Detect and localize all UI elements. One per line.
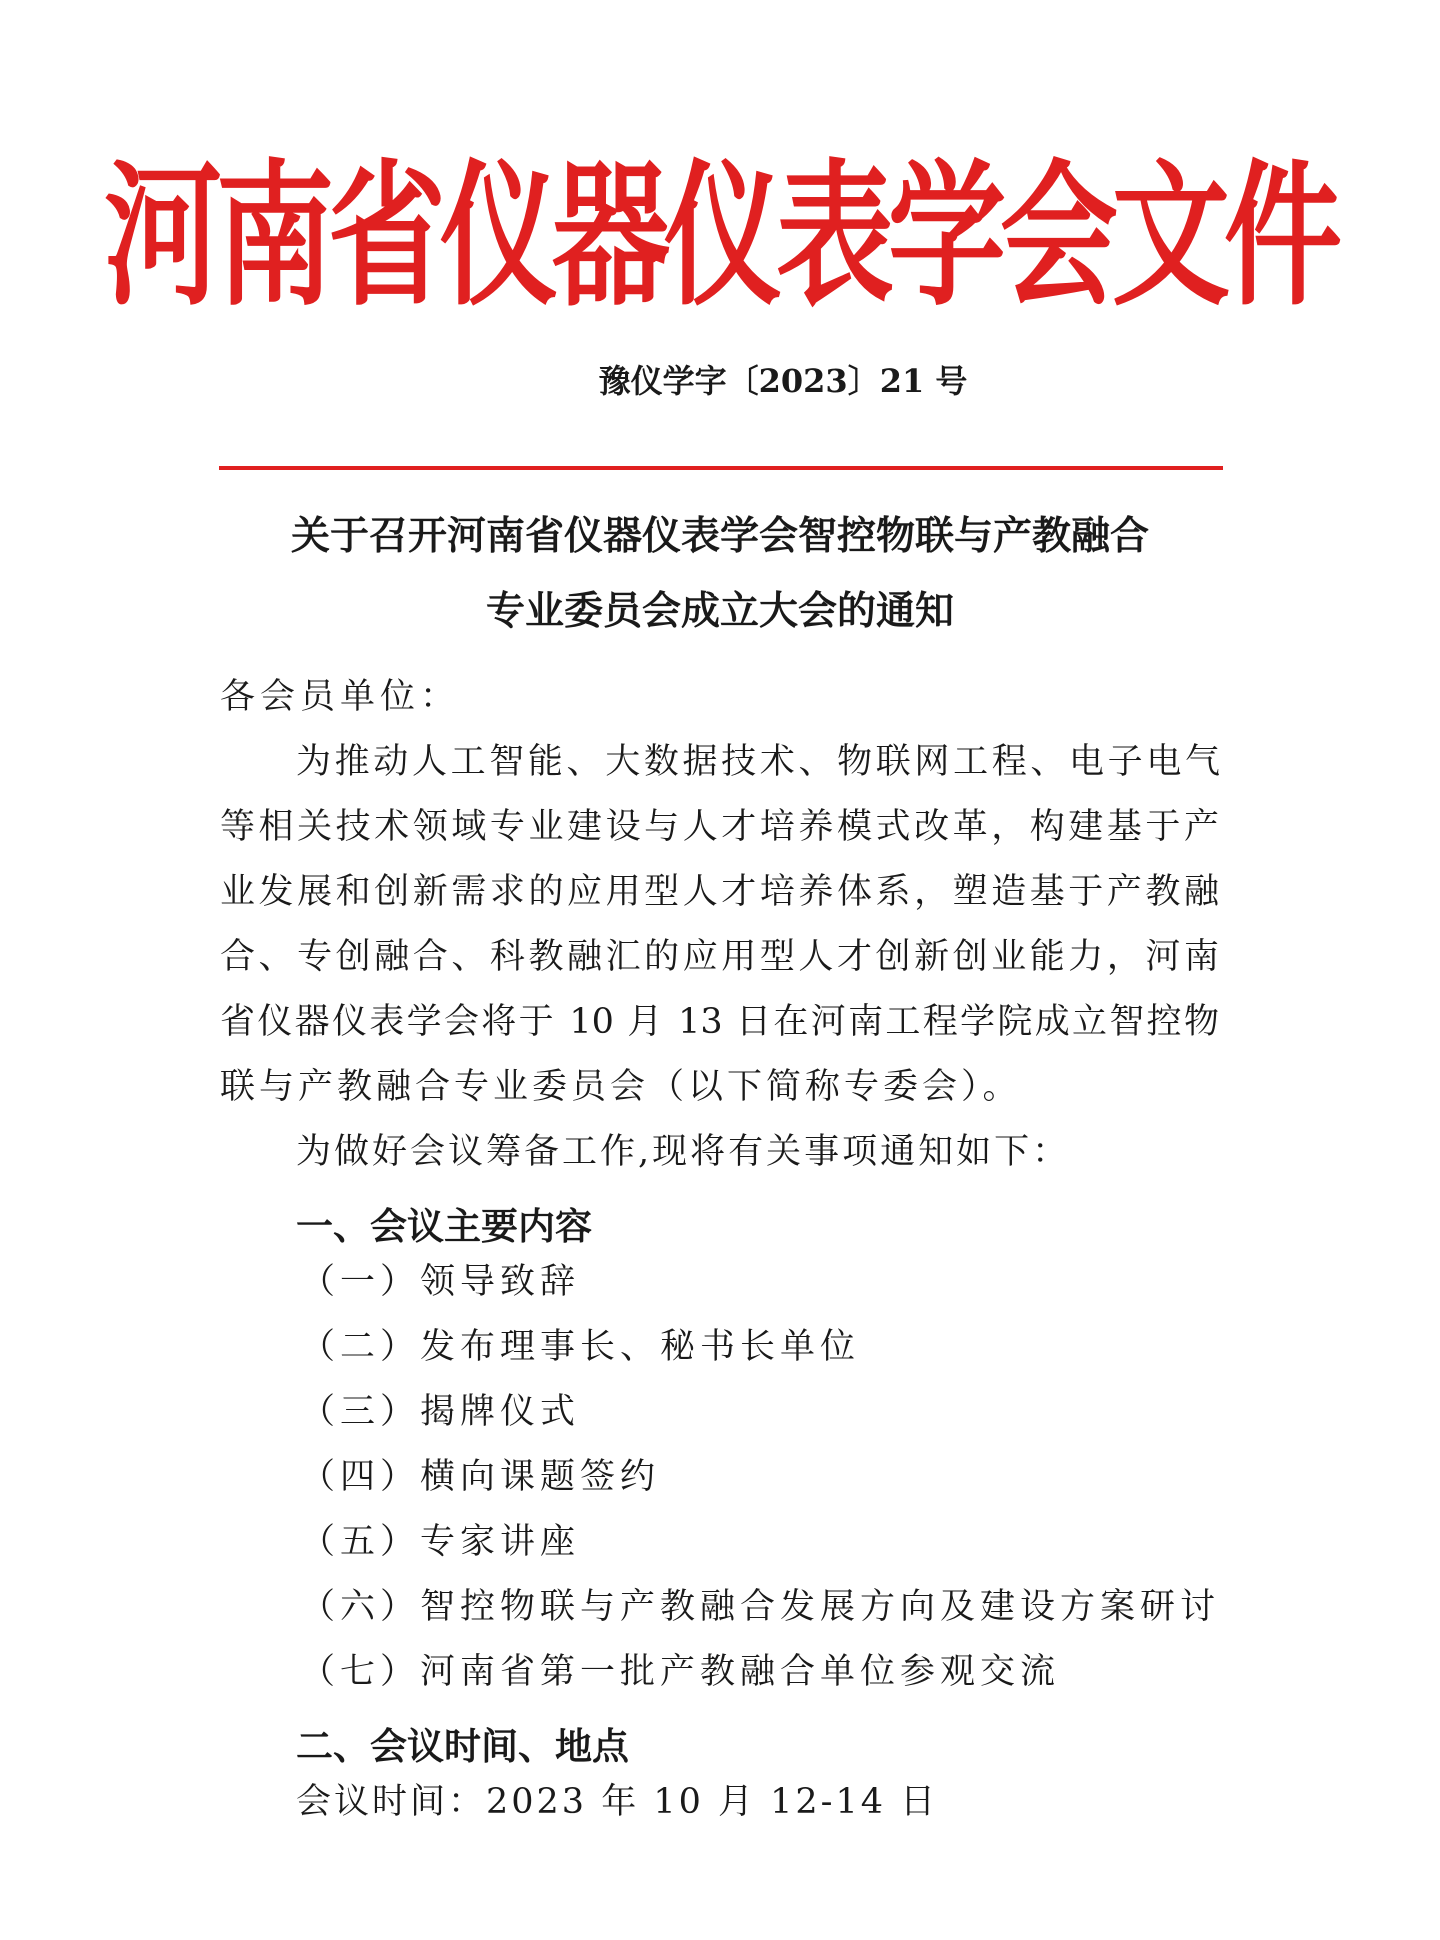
red-divider-line [219,466,1223,470]
document-number: 豫仪学字〔2023〕21 号 [598,362,968,400]
meeting-time-line: 会议时间：2023 年 10 月 12-14 日 [296,1782,939,1822]
section-1-item: （三）揭牌仪式 [300,1392,581,1432]
notice-title-line-1: 关于召开河南省仪器仪表学会智控物联与产教融合 [290,514,1149,559]
section-1-item: （七）河南省第一批产教融合单位参观交流 [300,1652,1061,1692]
salutation: 各会员单位： [220,677,461,717]
paragraph-1-line-3: 业发展和创新需求的应用型人才培养体系，塑造基于产教融 [220,872,1219,912]
paragraph-1-line-4: 合、专创融合、科教融汇的应用型人才创新创业能力，河南 [220,937,1219,977]
notice-title-line-2: 专业委员会成立大会的通知 [485,589,954,634]
paragraph-1-line-5: 省仪器仪表学会将于 10 月 13 日在河南工程学院成立智控物 [220,1002,1219,1042]
section-1-item: （五）专家讲座 [300,1522,581,1562]
paragraph-1-line-6: 联与产教融合专业委员会（以下简称专委会）。 [220,1067,1022,1107]
section-1-item: （四）横向课题签约 [300,1457,661,1497]
section-1-item: （六）智控物联与产教融合发展方向及建设方案研讨 [300,1587,1221,1627]
paragraph-1-line-1: 为推动人工智能、大数据技术、物联网工程、电子电气 [296,742,1220,782]
section-2-heading: 二、会议时间、地点 [296,1725,629,1768]
paragraph-2: 为做好会议筹备工作,现将有关事项通知如下： [296,1132,1071,1172]
section-1-item: （一）领导致辞 [300,1262,581,1302]
paragraph-1-line-2: 等相关技术领域专业建设与人才培养模式改革，构建基于产 [220,807,1219,847]
section-1-item: （二）发布理事长、秘书长单位 [300,1327,861,1367]
document-header-title: 河南省仪器仪表学会文件 [103,144,1336,327]
section-1-heading: 一、会议主要内容 [296,1205,592,1248]
